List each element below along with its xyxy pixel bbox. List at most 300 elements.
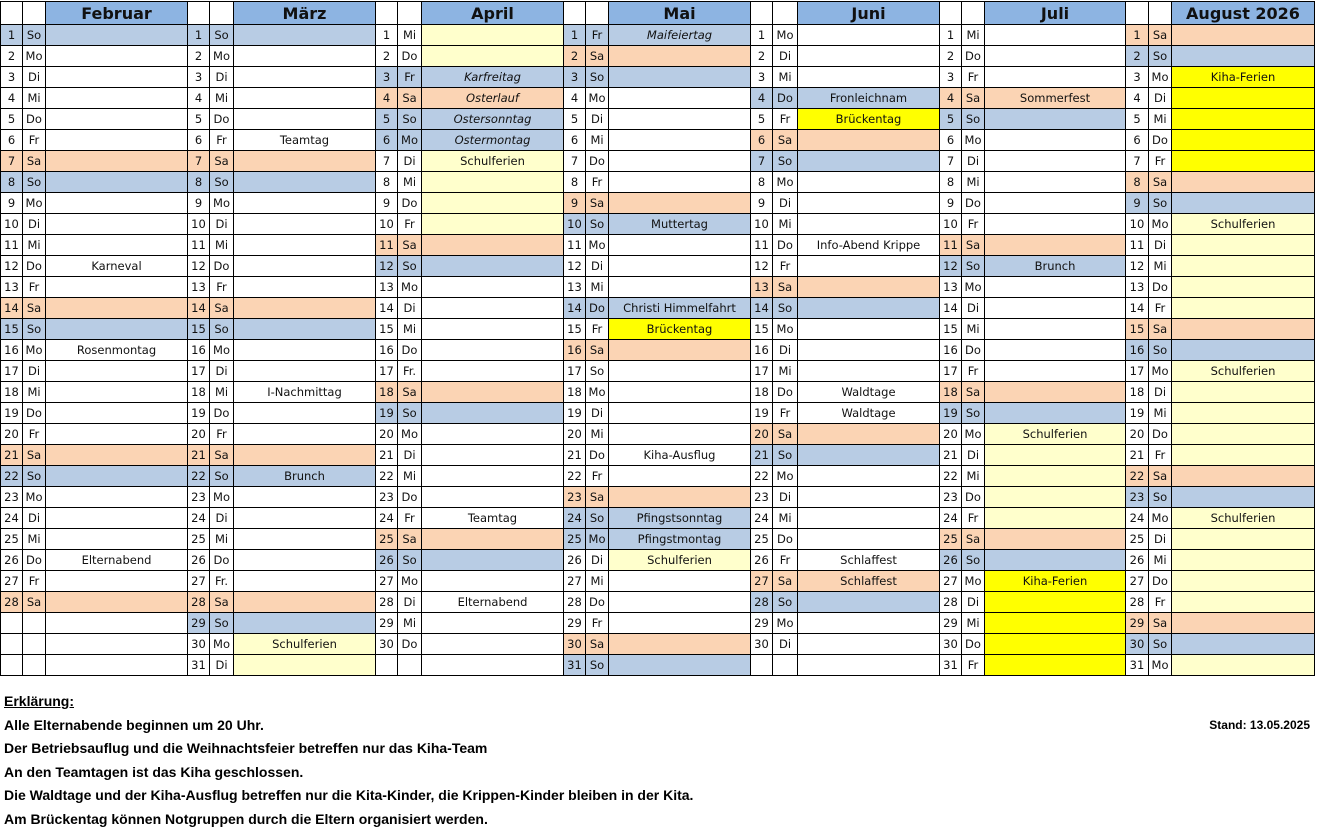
day-event <box>609 256 751 277</box>
weekday: Mi <box>962 25 985 46</box>
weekday: Mo <box>210 487 234 508</box>
day-number: 30 <box>564 634 586 655</box>
day-number: 6 <box>188 130 210 151</box>
weekday: So <box>773 151 798 172</box>
day-number: 24 <box>1 508 23 529</box>
day-number: 5 <box>376 109 398 130</box>
day-event <box>422 550 564 571</box>
weekday: Sa <box>210 151 234 172</box>
day-event <box>1172 445 1315 466</box>
weekday: Do <box>773 529 798 550</box>
weekday: Di <box>210 361 234 382</box>
day-event <box>422 634 564 655</box>
day-event <box>985 172 1126 193</box>
day-event: Christi Himmelfahrt <box>609 298 751 319</box>
day-event <box>234 109 376 130</box>
day-event: Schlaffest <box>798 571 940 592</box>
weekday: Fr <box>398 508 422 529</box>
day-event <box>609 361 751 382</box>
day-number: 13 <box>1126 277 1149 298</box>
weekday: Sa <box>398 382 422 403</box>
weekday: Sa <box>1149 25 1172 46</box>
day-event <box>798 67 940 88</box>
weekday: Mi <box>398 172 422 193</box>
day-number: 11 <box>1126 235 1149 256</box>
day-number: 9 <box>564 193 586 214</box>
day-number: 15 <box>751 319 773 340</box>
weekday: Fr <box>773 109 798 130</box>
day-number: 22 <box>940 466 962 487</box>
day-event <box>422 256 564 277</box>
day-event <box>798 25 940 46</box>
day-event <box>46 508 188 529</box>
day-number: 2 <box>751 46 773 67</box>
day-number: 2 <box>1 46 23 67</box>
weekday: Mi <box>398 319 422 340</box>
day-row <box>1 529 1315 550</box>
day-event <box>798 655 940 676</box>
day-event: I-Nachmittag <box>234 382 376 403</box>
weekday: Mi <box>1149 550 1172 571</box>
weekday: Do <box>1149 277 1172 298</box>
day-event: Teamtag <box>422 508 564 529</box>
day-number <box>376 655 398 676</box>
day-number: 17 <box>1126 361 1149 382</box>
legend-line: An den Teamtagen ist das Kiha geschlossen. <box>4 763 304 780</box>
day-number <box>1 613 23 634</box>
day-number <box>751 655 773 676</box>
weekday: Sa <box>962 529 985 550</box>
day-event: Waldtage <box>798 403 940 424</box>
weekday: Do <box>962 193 985 214</box>
day-event <box>985 655 1126 676</box>
weekday <box>773 655 798 676</box>
weekday: So <box>773 445 798 466</box>
weekday: Mi <box>773 361 798 382</box>
day-event <box>422 25 564 46</box>
header-blank <box>940 2 962 25</box>
day-number: 31 <box>188 655 210 676</box>
day-event <box>1172 382 1315 403</box>
weekday: Mo <box>586 88 609 109</box>
day-number: 7 <box>376 151 398 172</box>
day-number: 6 <box>1 130 23 151</box>
day-event <box>985 130 1126 151</box>
day-event <box>234 193 376 214</box>
legend-heading: Erklärung: <box>4 693 75 709</box>
day-number: 23 <box>940 487 962 508</box>
day-number: 1 <box>1126 25 1149 46</box>
weekday: Do <box>962 340 985 361</box>
day-event <box>1172 466 1315 487</box>
day-event <box>985 277 1126 298</box>
day-number: 21 <box>376 445 398 466</box>
day-number: 22 <box>1 466 23 487</box>
weekday: So <box>962 109 985 130</box>
day-event: Info-Abend Krippe <box>798 235 940 256</box>
day-number: 15 <box>188 319 210 340</box>
weekday: Sa <box>398 235 422 256</box>
day-number: 16 <box>751 340 773 361</box>
day-event <box>985 193 1126 214</box>
day-number: 17 <box>751 361 773 382</box>
day-event <box>46 298 188 319</box>
day-number: 24 <box>940 508 962 529</box>
day-row <box>1 235 1315 256</box>
day-number: 25 <box>1 529 23 550</box>
day-event <box>234 277 376 298</box>
weekday: Sa <box>962 88 985 109</box>
day-row <box>1 88 1315 109</box>
day-number: 4 <box>940 88 962 109</box>
day-number: 27 <box>564 571 586 592</box>
day-event: Brunch <box>985 256 1126 277</box>
weekday: Di <box>586 109 609 130</box>
month-header: Juni <box>798 2 940 25</box>
day-number: 10 <box>940 214 962 235</box>
day-number: 7 <box>564 151 586 172</box>
weekday: So <box>586 214 609 235</box>
day-event <box>1172 487 1315 508</box>
weekday: Fr <box>210 424 234 445</box>
day-number: 31 <box>1126 655 1149 676</box>
day-event <box>1172 235 1315 256</box>
weekday: Mo <box>398 571 422 592</box>
day-number: 12 <box>564 256 586 277</box>
weekday: Fr <box>398 214 422 235</box>
day-number: 27 <box>1126 571 1149 592</box>
day-number: 28 <box>564 592 586 613</box>
day-event <box>985 634 1126 655</box>
day-number: 23 <box>1126 487 1149 508</box>
day-number: 2 <box>188 46 210 67</box>
month-header: Februar <box>46 2 188 25</box>
day-event <box>985 361 1126 382</box>
day-number: 11 <box>376 235 398 256</box>
day-number: 8 <box>188 172 210 193</box>
weekday: Fr <box>23 277 46 298</box>
weekday: Sa <box>398 529 422 550</box>
weekday <box>23 655 46 676</box>
day-event <box>422 298 564 319</box>
day-number: 5 <box>564 109 586 130</box>
weekday: Fr <box>210 130 234 151</box>
day-event <box>422 193 564 214</box>
weekday: Mo <box>962 571 985 592</box>
weekday: Do <box>962 634 985 655</box>
day-number: 2 <box>940 46 962 67</box>
weekday: Mi <box>23 235 46 256</box>
day-row <box>1 25 1315 46</box>
day-number: 24 <box>751 508 773 529</box>
weekday: Sa <box>586 634 609 655</box>
day-number: 16 <box>376 340 398 361</box>
day-event <box>422 529 564 550</box>
day-row <box>1 46 1315 67</box>
header-blank <box>751 2 773 25</box>
weekday: Fr <box>962 508 985 529</box>
day-number: 26 <box>1126 550 1149 571</box>
day-number: 26 <box>1 550 23 571</box>
weekday: Mo <box>773 172 798 193</box>
weekday: Mi <box>586 571 609 592</box>
weekday: So <box>586 508 609 529</box>
day-event: Brückentag <box>798 109 940 130</box>
weekday: So <box>210 466 234 487</box>
day-number: 3 <box>1 67 23 88</box>
day-number: 27 <box>751 571 773 592</box>
header-blank <box>376 2 398 25</box>
day-number: 23 <box>376 487 398 508</box>
day-row <box>1 340 1315 361</box>
day-number: 10 <box>751 214 773 235</box>
day-event <box>46 151 188 172</box>
day-number: 5 <box>940 109 962 130</box>
day-row <box>1 508 1315 529</box>
day-row <box>1 298 1315 319</box>
day-event <box>1172 424 1315 445</box>
day-event <box>609 613 751 634</box>
day-number: 25 <box>1126 529 1149 550</box>
day-event: Ostersonntag <box>422 109 564 130</box>
day-event <box>798 613 940 634</box>
day-row <box>1 193 1315 214</box>
day-event <box>46 88 188 109</box>
day-event <box>234 424 376 445</box>
day-number: 29 <box>940 613 962 634</box>
day-number: 17 <box>188 361 210 382</box>
day-event: Karneval <box>46 256 188 277</box>
weekday: Di <box>773 340 798 361</box>
weekday: So <box>23 25 46 46</box>
day-event <box>422 361 564 382</box>
month-header: März <box>234 2 376 25</box>
day-number: 14 <box>188 298 210 319</box>
weekday: Mo <box>586 529 609 550</box>
weekday: Mi <box>210 529 234 550</box>
day-number: 31 <box>940 655 962 676</box>
day-number: 25 <box>751 529 773 550</box>
day-event <box>1172 319 1315 340</box>
day-event <box>609 424 751 445</box>
day-row <box>1 130 1315 151</box>
weekday: So <box>210 25 234 46</box>
day-event <box>985 550 1126 571</box>
day-row <box>1 487 1315 508</box>
day-event: Schlaffest <box>798 550 940 571</box>
weekday: So <box>398 256 422 277</box>
weekday: Mo <box>586 382 609 403</box>
weekday: Sa <box>773 277 798 298</box>
day-number: 8 <box>564 172 586 193</box>
weekday: Mi <box>1149 256 1172 277</box>
day-number: 13 <box>940 277 962 298</box>
day-number: 29 <box>1126 613 1149 634</box>
weekday: Mo <box>23 487 46 508</box>
weekday: Mo <box>1149 508 1172 529</box>
weekday: Di <box>773 634 798 655</box>
day-event <box>46 235 188 256</box>
weekday: Di <box>23 67 46 88</box>
weekday: So <box>962 256 985 277</box>
day-number <box>1 634 23 655</box>
day-event <box>46 193 188 214</box>
day-event <box>985 340 1126 361</box>
day-number: 4 <box>564 88 586 109</box>
day-event <box>985 592 1126 613</box>
weekday: Fr <box>586 613 609 634</box>
day-number: 9 <box>376 193 398 214</box>
day-event <box>46 466 188 487</box>
header-blank <box>773 2 798 25</box>
day-event: Schulferien <box>234 634 376 655</box>
header-blank <box>1149 2 1172 25</box>
day-event <box>234 613 376 634</box>
day-event <box>798 487 940 508</box>
weekday: Mi <box>398 25 422 46</box>
day-event <box>1172 46 1315 67</box>
weekday: Mi <box>773 508 798 529</box>
day-number: 15 <box>564 319 586 340</box>
weekday: Di <box>1149 529 1172 550</box>
day-event: Schulferien <box>1172 214 1315 235</box>
weekday: So <box>210 319 234 340</box>
weekday: Mi <box>773 214 798 235</box>
day-number: 1 <box>564 25 586 46</box>
day-event <box>234 361 376 382</box>
day-event <box>798 172 940 193</box>
day-number: 27 <box>940 571 962 592</box>
day-event <box>234 256 376 277</box>
day-event <box>1172 550 1315 571</box>
weekday: Mi <box>210 88 234 109</box>
day-event <box>46 361 188 382</box>
day-number: 8 <box>1 172 23 193</box>
weekday: So <box>23 319 46 340</box>
day-number: 8 <box>1126 172 1149 193</box>
weekday: Do <box>586 445 609 466</box>
day-event: Schulferien <box>1172 508 1315 529</box>
day-event <box>609 340 751 361</box>
day-number: 6 <box>940 130 962 151</box>
day-event <box>46 424 188 445</box>
header-blank <box>586 2 609 25</box>
day-event <box>1172 193 1315 214</box>
day-number: 7 <box>940 151 962 172</box>
day-event: Schulferien <box>985 424 1126 445</box>
day-number: 8 <box>940 172 962 193</box>
weekday: Di <box>23 214 46 235</box>
weekday: Sa <box>1149 319 1172 340</box>
day-number: 29 <box>564 613 586 634</box>
day-number: 20 <box>564 424 586 445</box>
day-number: 10 <box>564 214 586 235</box>
day-number: 11 <box>1 235 23 256</box>
day-number: 28 <box>188 592 210 613</box>
day-event <box>609 193 751 214</box>
weekday: Mo <box>210 193 234 214</box>
weekday: Mo <box>962 277 985 298</box>
weekday: Di <box>210 67 234 88</box>
day-number: 21 <box>1 445 23 466</box>
legend-line: Am Brückentag können Notgruppen durch die Eltern organisiert werden. <box>4 810 488 827</box>
day-number: 13 <box>188 277 210 298</box>
weekday: Sa <box>962 382 985 403</box>
weekday: Mi <box>398 466 422 487</box>
weekday: Mo <box>1149 361 1172 382</box>
day-number: 3 <box>376 67 398 88</box>
header-blank <box>1126 2 1149 25</box>
day-number: 19 <box>188 403 210 424</box>
day-number: 20 <box>376 424 398 445</box>
day-event <box>798 151 940 172</box>
day-event <box>609 466 751 487</box>
day-event <box>798 193 940 214</box>
weekday: Do <box>23 256 46 277</box>
day-event <box>985 466 1126 487</box>
day-number: 6 <box>1126 130 1149 151</box>
day-number: 27 <box>376 571 398 592</box>
weekday: So <box>773 592 798 613</box>
day-number: 9 <box>940 193 962 214</box>
day-event <box>985 613 1126 634</box>
day-row <box>1 319 1315 340</box>
day-event <box>422 172 564 193</box>
weekday: Fr <box>586 466 609 487</box>
day-number: 15 <box>940 319 962 340</box>
day-event <box>234 592 376 613</box>
weekday: Mo <box>773 466 798 487</box>
weekday: Di <box>773 46 798 67</box>
day-number: 29 <box>751 613 773 634</box>
day-event <box>1172 130 1315 151</box>
weekday: Do <box>398 46 422 67</box>
day-number: 16 <box>940 340 962 361</box>
weekday: Do <box>773 382 798 403</box>
day-event <box>609 109 751 130</box>
day-number: 1 <box>188 25 210 46</box>
weekday: Do <box>773 235 798 256</box>
day-number: 27 <box>188 571 210 592</box>
day-event <box>234 487 376 508</box>
day-event <box>985 151 1126 172</box>
day-event <box>798 508 940 529</box>
weekday: Di <box>962 445 985 466</box>
day-event <box>609 403 751 424</box>
day-event: Muttertag <box>609 214 751 235</box>
day-number: 14 <box>1126 298 1149 319</box>
day-number: 11 <box>751 235 773 256</box>
day-event <box>798 214 940 235</box>
day-event <box>422 235 564 256</box>
day-number: 29 <box>376 613 398 634</box>
day-row <box>1 277 1315 298</box>
day-number: 8 <box>376 172 398 193</box>
day-event <box>798 130 940 151</box>
day-number: 30 <box>376 634 398 655</box>
day-number: 31 <box>564 655 586 676</box>
day-number: 18 <box>188 382 210 403</box>
day-row <box>1 613 1315 634</box>
day-event <box>798 319 940 340</box>
weekday: Mi <box>1149 403 1172 424</box>
weekday: Sa <box>586 193 609 214</box>
day-event <box>1172 151 1315 172</box>
header-blank <box>210 2 234 25</box>
day-row <box>1 403 1315 424</box>
day-event <box>234 235 376 256</box>
weekday: Mo <box>398 130 422 151</box>
